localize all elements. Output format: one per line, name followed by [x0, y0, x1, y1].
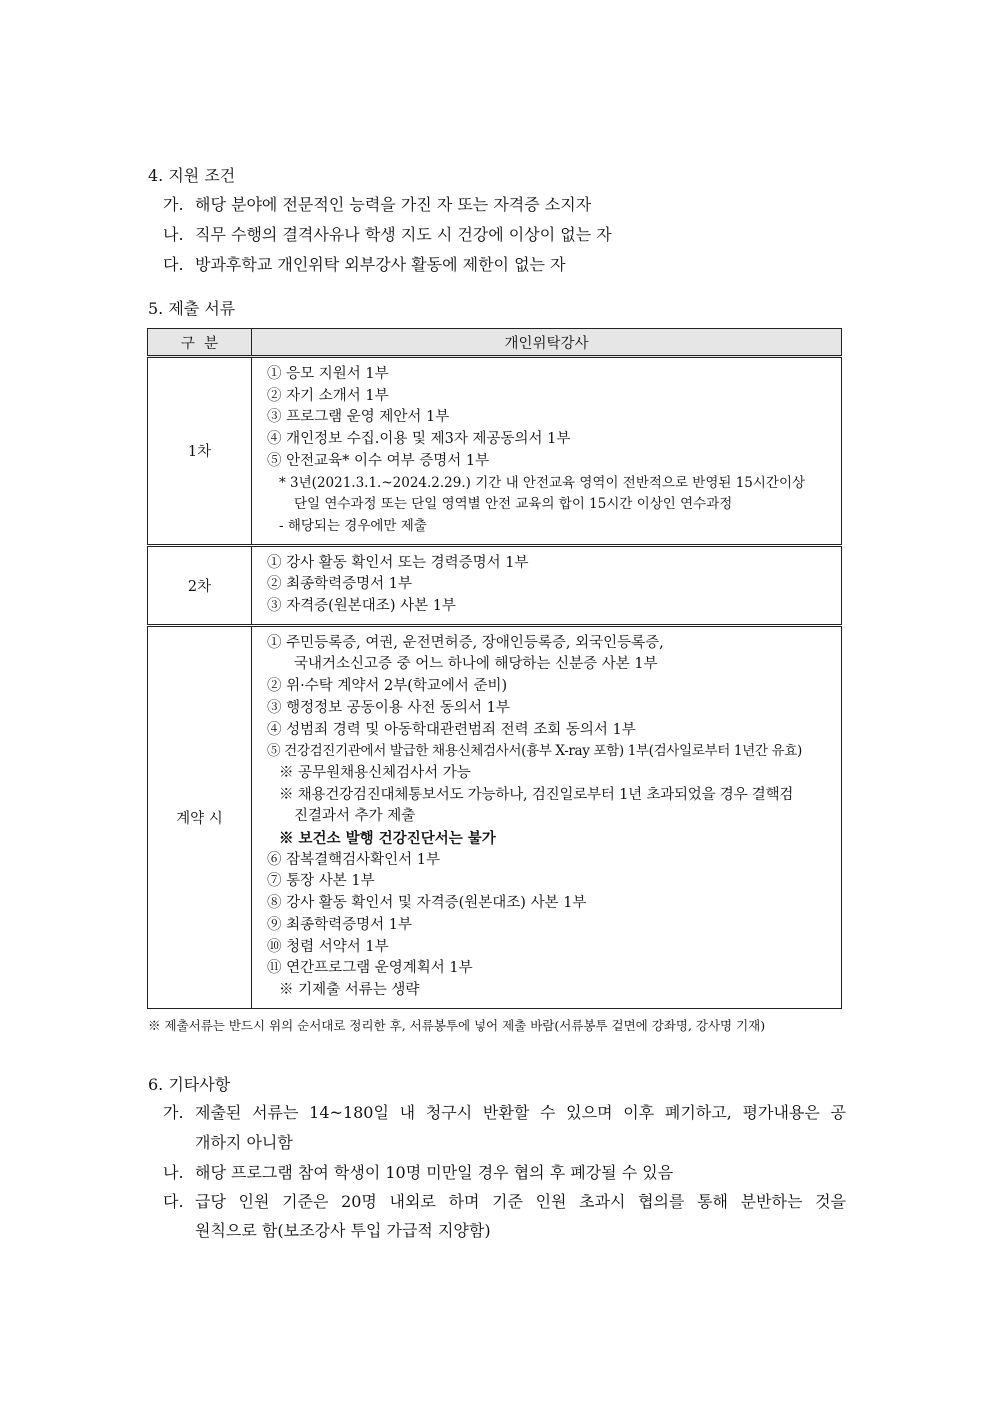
documents-table — [147, 328, 842, 1009]
table-row — [148, 545, 842, 625]
list-item: ① 응모 지원서 1부 — [267, 366, 389, 382]
item-text: 해당 프로그램 참여 학생이 10명 미만일 경우 협의 후 폐강될 수 있음 — [195, 1163, 674, 1182]
section6-item-na — [163, 1163, 673, 1183]
item-text: 해당 분야에 전문적인 능력을 가진 자 또는 자격증 소지자 — [195, 195, 592, 214]
table-header-row — [148, 329, 842, 357]
list-subnote: 진결과서 추가 제출 — [294, 808, 416, 825]
list-item: ⑤ 안전교육* 이수 여부 증명서 1부 — [267, 452, 490, 469]
table-row — [148, 357, 842, 546]
section4-item-na — [163, 225, 612, 245]
list-subnote: - 해당되는 경우에만 제출 — [279, 517, 427, 534]
list-item: ① 강사 활동 확인서 또는 경력증명서 1부 — [267, 554, 529, 571]
item-text: 방과후학교 개인위탁 외부강사 활동에 제한이 없는 자 — [195, 255, 566, 274]
list-subnote: * 3년(2021.3.1.~2024.2.29.) 기간 내 안전교육 영역이 전반적으로 반영된 15시간이상 — [279, 474, 806, 491]
list-item: ⑩ 청렴 서약서 1부 — [267, 938, 389, 955]
list-item: ⑨ 최종학력증명서 1부 — [267, 916, 412, 933]
item-text: 제출된 서류는 14~180일 내 청구시 반환할 수 있으며 이후 폐기하고, 평가내용은 공 — [195, 1103, 846, 1122]
row-category: 2차 — [148, 545, 252, 625]
row-category: 계약 시 — [148, 625, 252, 1008]
list-item: ② 자기 소개서 1부 — [267, 387, 389, 404]
submission-note: ※ 제출서류는 반드시 위의 순서대로 정리한 후, 서류봉투에 넣어 제출 바람(서류봉투 겉면에 강좌명, 강사명 기재) — [148, 1018, 766, 1033]
list-item: ⑦ 통장 사본 1부 — [267, 873, 375, 890]
list-item: ③ 프로그램 운영 제안서 1부 — [267, 409, 450, 426]
list-item: ② 위·수탁 계약서 2부(학교에서 준비) — [267, 678, 508, 695]
section6-heading: 6. 기타사항 — [148, 1075, 231, 1094]
item-marker: 가. — [163, 1103, 184, 1122]
list-item: ⑪ 연간프로그램 운영계획서 1부 — [267, 960, 473, 977]
list-item: ③ 행정정보 공동이용 사전 동의서 1부 — [267, 699, 510, 716]
item-marker: 나. — [163, 225, 184, 244]
section6-item-ga-cont: 개하지 아니함 — [195, 1133, 293, 1152]
list-item: ① 주민등록증, 여권, 운전면허증, 장애인등록증, 외국인등록증, — [267, 634, 664, 651]
row-content — [252, 545, 842, 625]
header-instructor: 개인위탁강사 — [252, 329, 842, 357]
section6-item-da — [163, 1192, 846, 1212]
section6-item-da-cont: 원칙으로 함(보조강사 투입 가급적 지양함) — [195, 1221, 491, 1240]
list-subnote: 단일 연수과정 또는 단일 영역별 안전 교육의 합이 15시간 이상인 연수과정 — [294, 496, 733, 513]
section5-heading: 5. 제출 서류 — [148, 299, 236, 318]
item-marker: 가. — [163, 195, 184, 214]
row-content — [252, 625, 842, 1008]
section4-item-da — [163, 255, 566, 275]
item-marker: 다. — [163, 255, 184, 274]
section4-heading: 4. 지원 조건 — [148, 166, 236, 185]
item-marker: 다. — [163, 1192, 184, 1211]
header-category: 구 분 — [148, 329, 252, 357]
list-item: 국내거소신고증 중 어느 하나에 해당하는 신분증 사본 1부 — [294, 656, 658, 673]
list-item: ⑤ 건강검진기관에서 발급한 채용신체검사서(흉부 X-ray 포함) 1부(검사일로부터 1년간 유효) — [267, 743, 802, 760]
list-item: ② 최종학력증명서 1부 — [267, 576, 412, 593]
list-subnote: ※ 보건소 발행 건강진단서는 불가 — [279, 830, 496, 848]
item-text: 급당 인원 기준은 20명 내외로 하며 기준 인원 초과시 협의를 통해 분반하는 것을 — [195, 1192, 846, 1211]
list-item: ③ 자격증(원본대조) 사본 1부 — [267, 598, 456, 615]
table-row — [148, 625, 842, 1008]
item-marker: 나. — [163, 1163, 184, 1182]
row-content — [252, 357, 842, 546]
list-subnote: ※ 기제출 서류는 생략 — [279, 981, 420, 998]
list-subnote: ※ 채용건강검진대체통보서도 가능하나, 검진일로부터 1년 초과되었을 경우 결핵검 — [279, 786, 794, 803]
list-item: ④ 성범죄 경력 및 아동학대관련범죄 전력 조회 동의서 1부 — [267, 721, 636, 738]
item-text: 직무 수행의 결격사유나 학생 지도 시 건강에 이상이 없는 자 — [195, 225, 612, 244]
list-item: ⑥ 잠복결핵검사확인서 1부 — [267, 851, 441, 868]
list-subnote: ※ 공무원채용신체검사서 가능 — [279, 764, 471, 781]
section4-item-ga — [163, 195, 591, 215]
section6-item-ga — [163, 1103, 846, 1123]
row-category: 1차 — [148, 357, 252, 546]
list-item: ④ 개인정보 수집.이용 및 제3자 제공동의서 1부 — [267, 431, 571, 448]
list-item: ⑧ 강사 활동 확인서 및 자격증(원본대조) 사본 1부 — [267, 895, 587, 912]
